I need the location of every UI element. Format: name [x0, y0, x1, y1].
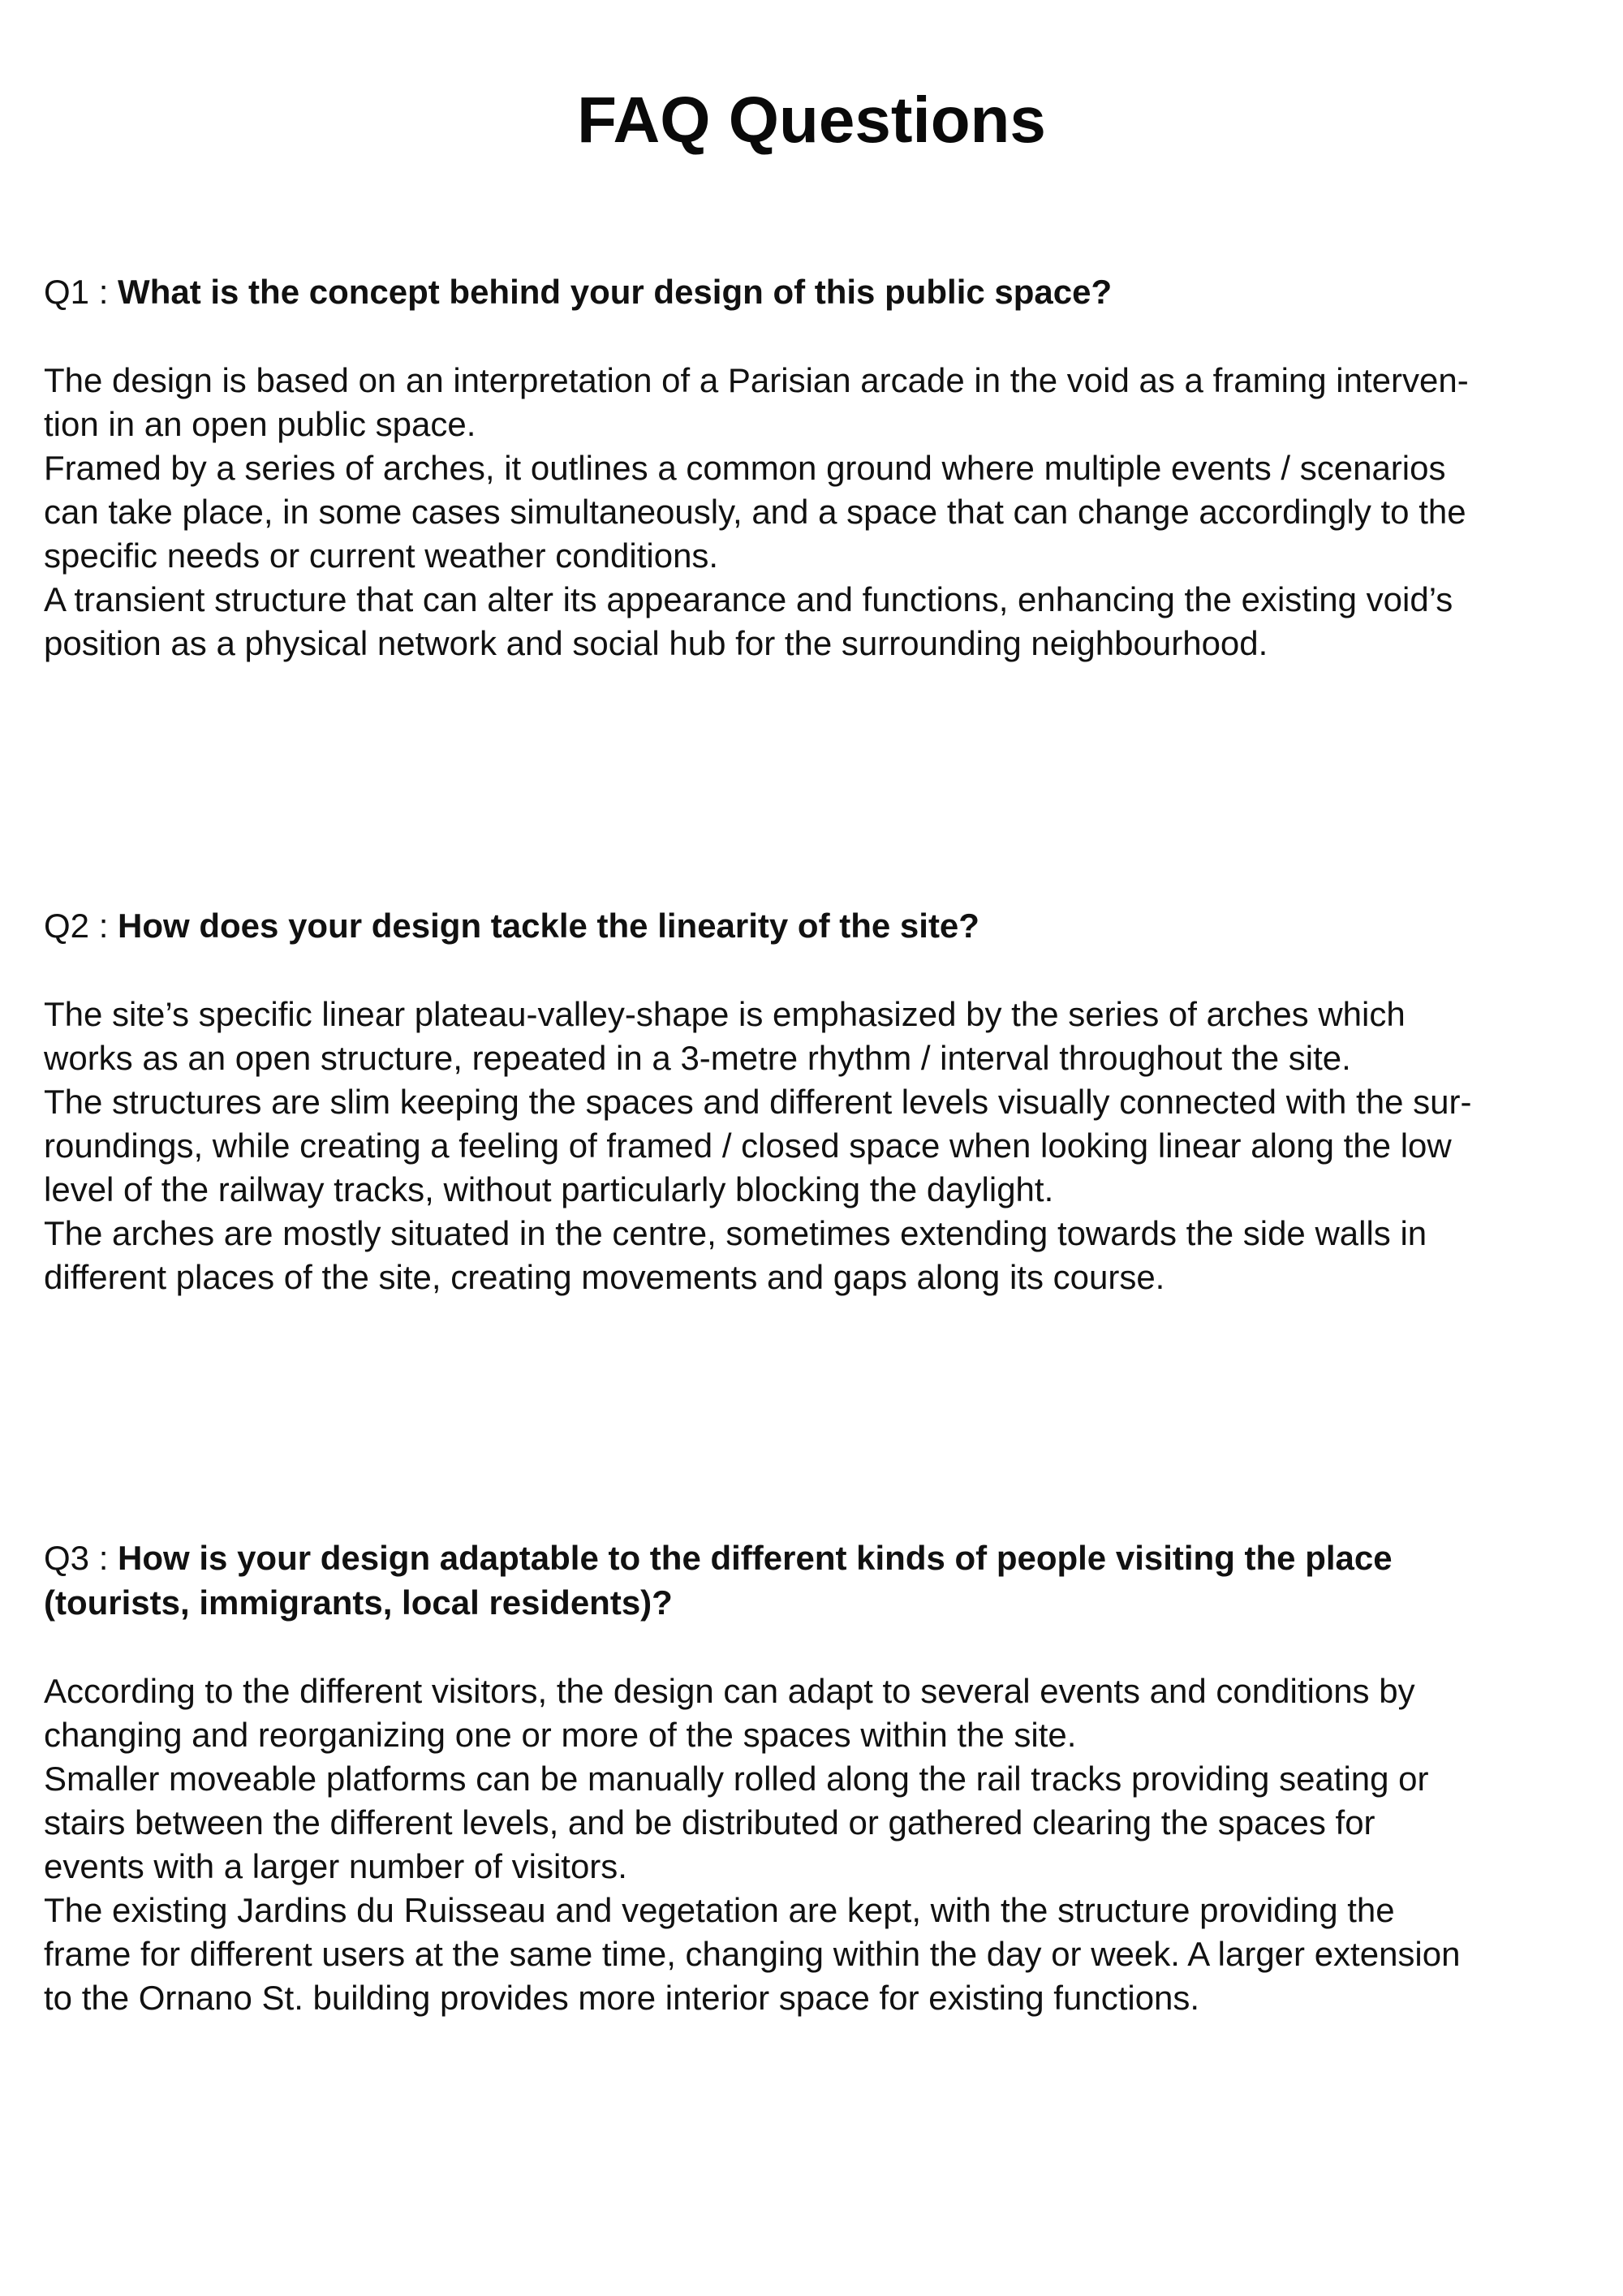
faq-question: [44, 903, 1586, 948]
answer-line: frame for different users at the same time, changing within the day or week. A larger extension: [44, 1935, 1461, 1973]
answer-line: Smaller moveable platforms can be manually rolled along the rail tracks providing seating or: [44, 1760, 1429, 1798]
answer-line: level of the railway tracks, without particularly blocking the daylight.: [44, 1170, 1054, 1208]
answer-line: position as a physical network and social hub for the surrounding neighbourhood.: [44, 624, 1268, 662]
faq-item-q3: [44, 1536, 1586, 2020]
answer-line: roundings, while creating a feeling of framed / closed space when looking linear along the low: [44, 1126, 1452, 1165]
question-number: Q1 :: [44, 273, 109, 311]
answer-line: The site’s specific linear plateau-valley-shape is emphasized by the series of arches which: [44, 995, 1406, 1033]
answer-line: changing and reorganizing one or more of the spaces within the site.: [44, 1716, 1077, 1754]
faq-answer: [44, 993, 1586, 1299]
answer-line: different places of the site, creating movements and gaps along its course.: [44, 1258, 1165, 1296]
answer-line: The existing Jardins du Ruisseau and vegetation are kept, with the structure providing the: [44, 1891, 1395, 1929]
question-number: Q2 :: [44, 907, 109, 945]
answer-line: The design is based on an interpretation of a Parisian arcade in the void as a framing interven-: [44, 361, 1469, 399]
question-text: How does your design tackle the linearity of the site?: [118, 907, 979, 945]
answer-line: stairs between the different levels, and be distributed or gathered clearing the spaces for: [44, 1803, 1375, 1842]
question-text-continued: (tourists, immigrants, local residents)?: [44, 1583, 673, 1622]
answer-line: works as an open structure, repeated in a 3-metre rhythm / interval throughout the site.: [44, 1039, 1351, 1077]
faq-item-q1: [44, 269, 1586, 666]
faq-question: [44, 1536, 1586, 1625]
answer-line: The arches are mostly situated in the centre, sometimes extending towards the side walls in: [44, 1214, 1427, 1252]
question-number: Q3 :: [44, 1539, 109, 1577]
faq-question: [44, 269, 1586, 314]
answer-line: events with a larger number of visitors.: [44, 1847, 627, 1885]
answer-line: tion in an open public space.: [44, 405, 476, 443]
answer-line: can take place, in some cases simultaneously, and a space that can change accordingly to the: [44, 493, 1466, 531]
answer-line: to the Ornano St. building provides more interior space for existing functions.: [44, 1979, 1200, 2017]
question-text: How is your design adaptable to the different kinds of people visiting the place: [118, 1539, 1393, 1577]
answer-line: specific needs or current weather conditions.: [44, 536, 719, 575]
question-text: What is the concept behind your design of this public space?: [118, 273, 1113, 311]
answer-line: Framed by a series of arches, it outlines a common ground where multiple events / scenarios: [44, 449, 1446, 487]
answer-line: The structures are slim keeping the spaces and different levels visually connected with the sur-: [44, 1083, 1472, 1121]
answer-line: According to the different visitors, the design can adapt to several events and conditions by: [44, 1672, 1415, 1710]
answer-line: A transient structure that can alter its appearance and functions, enhancing the existing void’s: [44, 580, 1453, 618]
faq-item-q2: [44, 903, 1586, 1299]
faq-answer: [44, 1669, 1586, 2020]
faq-answer: [44, 359, 1586, 666]
page-title: FAQ Questions: [577, 84, 1046, 156]
